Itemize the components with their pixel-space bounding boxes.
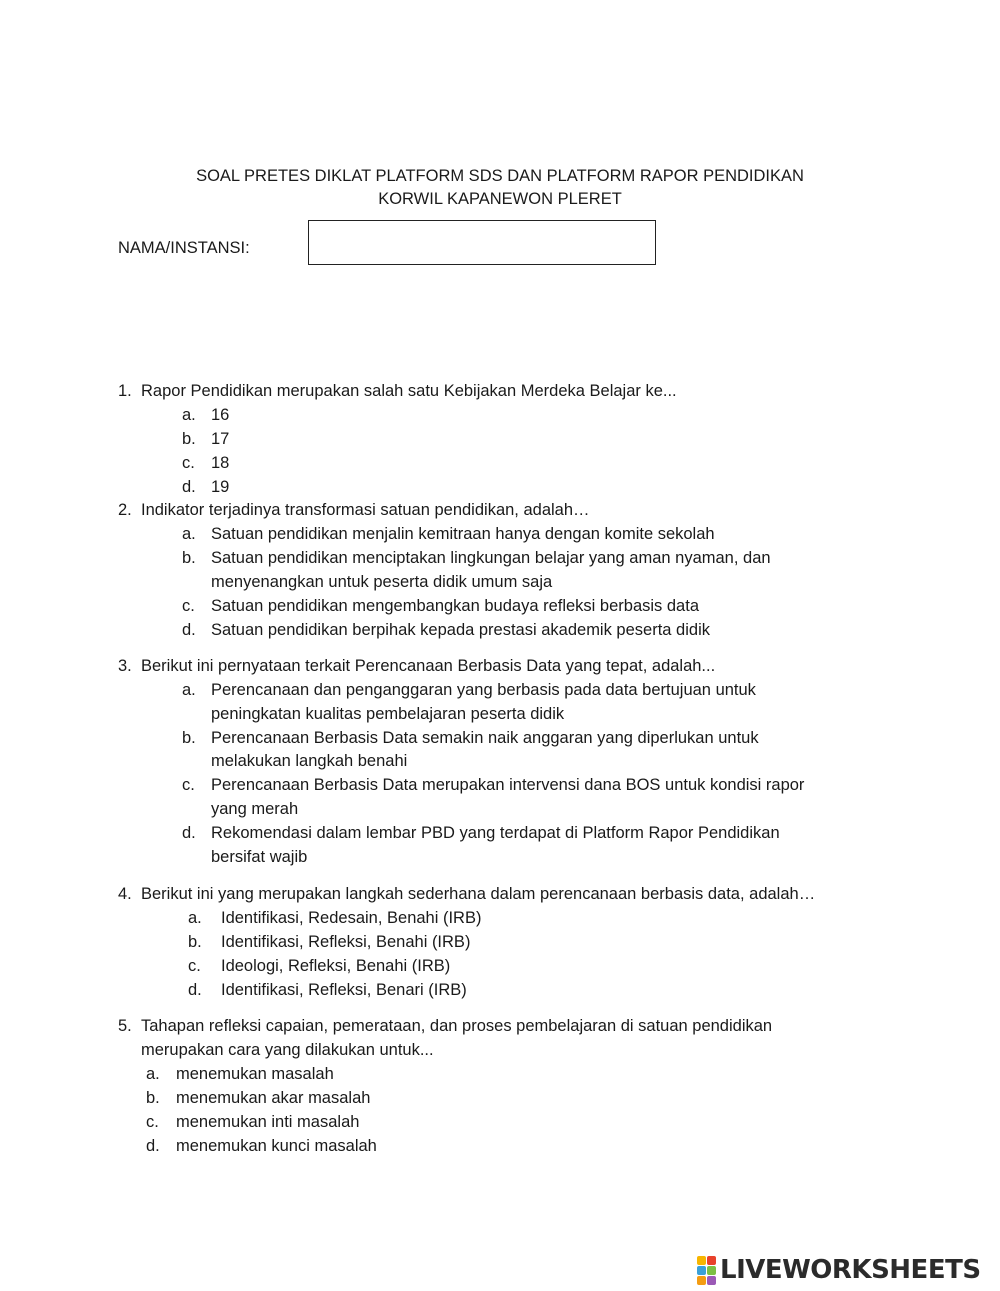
option-letter: c. — [146, 1113, 159, 1131]
name-input[interactable] — [308, 220, 656, 265]
page-title-line1: SOAL PRETES DIKLAT PLATFORM SDS DAN PLATFORM RAPOR PENDIDIKAN — [196, 167, 804, 185]
option-letter: c. — [188, 957, 201, 975]
logo-block — [697, 1256, 706, 1265]
option-text[interactable]: 16 — [211, 406, 230, 424]
option-text[interactable]: Identifikasi, Refleksi, Benahi (IRB) — [221, 933, 471, 951]
logo-block — [707, 1266, 716, 1275]
option-text[interactable]: Satuan pendidikan mengembangkan budaya refleksi berbasis data — [211, 597, 699, 615]
logo-block — [707, 1276, 716, 1285]
option-letter: d. — [182, 824, 196, 842]
option-text[interactable]: Identifikasi, Refleksi, Benari (IRB) — [221, 981, 467, 999]
question-text: Tahapan refleksi capaian, pemerataan, dan proses pembelajaran di satuan pendidikan — [141, 1017, 773, 1035]
option-letter: d. — [188, 981, 202, 999]
option-text[interactable]: menemukan masalah — [176, 1065, 334, 1083]
question-text: Berikut ini pernyataan terkait Perencanaan Berbasis Data yang tepat, adalah... — [141, 657, 716, 675]
option-text[interactable]: menemukan kunci masalah — [176, 1137, 377, 1155]
option-letter: a. — [182, 525, 196, 543]
option-text[interactable]: Identifikasi, Redesain, Benahi (IRB) — [221, 909, 482, 927]
option-text[interactable]: 17 — [211, 430, 230, 448]
option-letter: b. — [146, 1089, 160, 1107]
option-text-continued[interactable]: melakukan langkah benahi — [211, 752, 408, 770]
option-letter: b. — [188, 933, 202, 951]
option-letter: b. — [182, 430, 196, 448]
option-text[interactable]: Satuan pendidikan menjalin kemitraan hanya dengan komite sekolah — [211, 525, 715, 543]
name-label: NAMA/INSTANSI: — [118, 239, 250, 257]
option-text-continued[interactable]: menyenangkan untuk peserta didik umum saja — [211, 573, 553, 591]
option-letter: b. — [182, 729, 196, 747]
option-text[interactable]: Perencanaan Berbasis Data merupakan intervensi dana BOS untuk kondisi rapor — [211, 776, 805, 794]
option-text[interactable]: Rekomendasi dalam lembar PBD yang terdapat di Platform Rapor Pendidikan — [211, 824, 780, 842]
question-text: Berikut ini yang merupakan langkah sederhana dalam perencanaan berbasis data, adalah… — [141, 885, 816, 903]
logo-block — [707, 1256, 716, 1265]
option-text[interactable]: 19 — [211, 478, 230, 496]
option-text[interactable]: Perencanaan dan penganggaran yang berbasis pada data bertujuan untuk — [211, 681, 756, 699]
question-text-continued: merupakan cara yang dilakukan untuk... — [141, 1041, 434, 1059]
option-text[interactable]: 18 — [211, 454, 230, 472]
option-text-continued[interactable]: peningkatan kualitas pembelajaran peserta didik — [211, 705, 565, 723]
liveworksheets-logo-icon — [697, 1256, 716, 1285]
option-letter: d. — [182, 621, 196, 639]
liveworksheets-logo — [697, 1255, 981, 1285]
logo-block — [697, 1266, 706, 1275]
logo-block — [697, 1276, 706, 1285]
option-text-continued[interactable]: yang merah — [211, 800, 299, 818]
question-number: 2. — [118, 501, 132, 519]
option-letter: b. — [182, 549, 196, 567]
option-letter: c. — [182, 597, 195, 615]
question-text: Rapor Pendidikan merupakan salah satu Kebijakan Merdeka Belajar ke... — [141, 382, 677, 400]
option-letter: c. — [182, 776, 195, 794]
option-text[interactable]: Ideologi, Refleksi, Benahi (IRB) — [221, 957, 451, 975]
option-text-continued[interactable]: bersifat wajib — [211, 848, 308, 866]
liveworksheets-logo-text: LIVEWORKSHEETS — [720, 1255, 981, 1285]
option-text[interactable]: menemukan inti masalah — [176, 1113, 360, 1131]
option-letter: c. — [182, 454, 195, 472]
option-letter: a. — [146, 1065, 160, 1083]
question-number: 1. — [118, 382, 132, 400]
question-number: 4. — [118, 885, 132, 903]
option-text[interactable]: Perencanaan Berbasis Data semakin naik anggaran yang diperlukan untuk — [211, 729, 759, 747]
option-letter: a. — [188, 909, 202, 927]
option-letter: a. — [182, 681, 196, 699]
question-number: 3. — [118, 657, 132, 675]
question-text: Indikator terjadinya transformasi satuan pendidikan, adalah… — [141, 501, 590, 519]
option-text[interactable]: menemukan akar masalah — [176, 1089, 371, 1107]
option-text[interactable]: Satuan pendidikan menciptakan lingkungan belajar yang aman nyaman, dan — [211, 549, 771, 567]
option-text[interactable]: Satuan pendidikan berpihak kepada prestasi akademik peserta didik — [211, 621, 710, 639]
option-letter: d. — [182, 478, 196, 496]
question-number: 5. — [118, 1017, 132, 1035]
page-title-line2: KORWIL KAPANEWON PLERET — [378, 190, 622, 208]
option-letter: d. — [146, 1137, 160, 1155]
option-letter: a. — [182, 406, 196, 424]
